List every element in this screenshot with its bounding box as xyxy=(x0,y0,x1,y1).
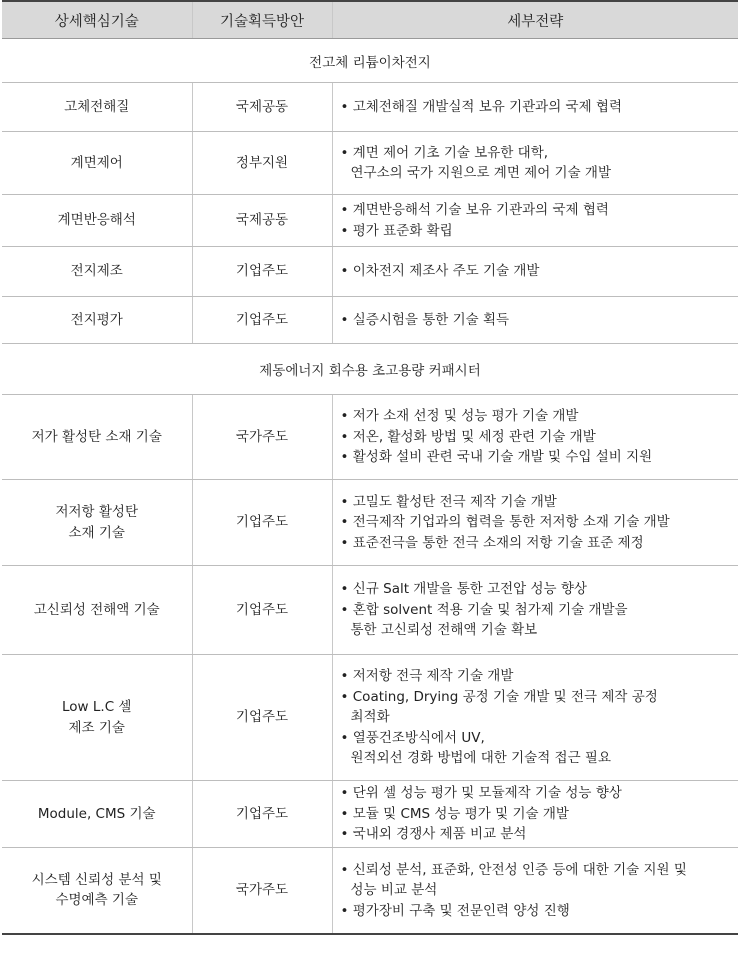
method-cell: 기업주도 xyxy=(192,566,332,655)
tech-line: 전지제조 xyxy=(70,263,123,280)
strategy-bullet: • 저온, 활성화 방법 및 세정 관련 기술 개발 xyxy=(340,428,596,445)
strategy-cell xyxy=(332,195,738,247)
table-row xyxy=(2,395,738,480)
method-cell: 국가주도 xyxy=(192,395,332,480)
table-row xyxy=(2,655,738,781)
table-row xyxy=(2,848,738,934)
tech-line: 계면반응해석 xyxy=(57,212,136,229)
section-row xyxy=(2,344,738,395)
header-row xyxy=(2,1,738,39)
strategy-bullet: • 표준전극을 통한 전극 소재의 저항 기술 표준 제정 xyxy=(340,534,644,551)
strategy-continuation: 최적화 xyxy=(350,709,390,726)
method-cell: 기업주도 xyxy=(192,247,332,297)
tech-cell xyxy=(2,195,192,247)
strategy-bullet: • 실증시험을 통한 기술 획득 xyxy=(340,311,510,328)
strategy-bullet: • 저가 소재 선정 및 성능 평가 기술 개발 xyxy=(340,408,579,425)
method-cell: 정부지원 xyxy=(192,132,332,195)
strategy-cell xyxy=(332,297,738,344)
table-row xyxy=(2,781,738,848)
tech-line: 계면제어 xyxy=(70,154,123,171)
strategy-bullet: • 계면 제어 기초 기술 보유한 대학, xyxy=(340,144,549,161)
tech-cell xyxy=(2,655,192,781)
strategy-continuation: 통한 고신뢰성 전해액 기술 확보 xyxy=(350,622,538,639)
tech-line: Low L.C 셀 xyxy=(62,699,132,716)
method-cell: 국제공동 xyxy=(192,83,332,132)
strategy-cell xyxy=(332,132,738,195)
tech-cell xyxy=(2,297,192,344)
method-cell: 기업주도 xyxy=(192,655,332,781)
tech-line: 저가 활성탄 소재 기술 xyxy=(31,428,162,445)
tech-line: 고신뢰성 전해액 기술 xyxy=(33,601,160,618)
table-row xyxy=(2,83,738,132)
table-row xyxy=(2,480,738,566)
section-row xyxy=(2,39,738,83)
strategy-bullet: • 전극제작 기업과의 협력을 통한 저저항 소재 기술 개발 xyxy=(340,514,670,531)
strategy-bullet: • 모듈 및 CMS 성능 평가 및 기술 개발 xyxy=(340,805,569,822)
section-title: 전고체 리튬이차전지 xyxy=(2,39,738,83)
table-row xyxy=(2,297,738,344)
method-cell: 국제공동 xyxy=(192,195,332,247)
strategy-bullet: • 고밀도 활성탄 전극 제작 기술 개발 xyxy=(340,493,557,510)
tech-line: 고체전해질 xyxy=(64,98,130,115)
method-cell: 기업주도 xyxy=(192,781,332,848)
method-cell: 기업주도 xyxy=(192,297,332,344)
strategy-cell xyxy=(332,848,738,934)
strategy-table xyxy=(2,0,738,935)
tech-line: 전지평가 xyxy=(70,311,123,328)
table-row xyxy=(2,247,738,297)
strategy-cell xyxy=(332,655,738,781)
tech-cell xyxy=(2,781,192,848)
strategy-cell xyxy=(332,781,738,848)
section-title: 제동에너지 회수용 초고용량 커패시터 xyxy=(2,344,738,395)
tech-cell xyxy=(2,395,192,480)
table-row xyxy=(2,132,738,195)
strategy-bullet: • 평가 표준화 확립 xyxy=(340,222,453,239)
strategy-bullet: • 이차전지 제조사 주도 기술 개발 xyxy=(340,263,540,280)
strategy-cell xyxy=(332,480,738,566)
tech-line: Module, CMS 기술 xyxy=(37,805,156,822)
header-strategy: 세부전략 xyxy=(332,1,738,39)
method-cell: 기업주도 xyxy=(192,480,332,566)
tech-line: 소재 기술 xyxy=(68,524,125,541)
tech-line: 수명예측 기술 xyxy=(55,892,139,909)
tech-cell xyxy=(2,83,192,132)
tech-cell xyxy=(2,566,192,655)
strategy-bullet: • 혼합 solvent 적용 기술 및 첨가제 기술 개발을 xyxy=(340,601,628,618)
strategy-bullet: • 계면반응해석 기술 보유 기관과의 국제 협력 xyxy=(340,202,609,218)
strategy-continuation: 연구소의 국가 지원으로 계면 제어 기술 개발 xyxy=(350,165,611,181)
tech-line: 시스템 신뢰성 분석 및 xyxy=(31,872,162,888)
strategy-cell xyxy=(332,247,738,297)
strategy-cell xyxy=(332,83,738,132)
tech-line: 제조 기술 xyxy=(68,719,125,736)
header-method: 기술획득방안 xyxy=(192,1,332,39)
strategy-bullet: • 신뢰성 분석, 표준화, 안전성 인증 등에 대한 기술 지원 및 xyxy=(340,861,687,878)
tech-cell xyxy=(2,247,192,297)
strategy-bullet: • 열풍건조방식에서 UV, xyxy=(340,729,485,746)
strategy-bullet: • 고체전해질 개발실적 보유 기관과의 국제 협력 xyxy=(340,98,622,115)
table-row xyxy=(2,195,738,247)
strategy-cell xyxy=(332,395,738,480)
tech-cell xyxy=(2,480,192,566)
strategy-bullet: • 활성화 설비 관련 국내 기술 개발 및 수입 설비 지원 xyxy=(340,449,653,466)
strategy-bullet: • 단위 셀 성능 평가 및 모듈제작 기술 성능 향상 xyxy=(340,785,622,802)
strategy-bullet: • 국내외 경쟁사 제품 비교 분석 xyxy=(340,826,527,843)
strategy-bullet: • 평가장비 구축 및 전문인력 양성 진행 xyxy=(340,902,570,919)
strategy-continuation: 성능 비교 분석 xyxy=(350,882,438,898)
strategy-bullet: • Coating, Drying 공정 기술 개발 및 전극 제작 공정 xyxy=(340,688,658,705)
strategy-bullet: • 저저항 전극 제작 기술 개발 xyxy=(340,668,514,685)
tech-line: 저저항 활성탄 xyxy=(55,504,139,521)
strategy-cell xyxy=(332,566,738,655)
strategy-continuation: 원적외선 경화 방법에 대한 기술적 접근 필요 xyxy=(350,750,611,767)
header-tech: 상세핵심기술 xyxy=(2,1,192,39)
tech-cell xyxy=(2,848,192,934)
strategy-bullet: • 신규 Salt 개발을 통한 고전압 성능 향상 xyxy=(340,581,587,598)
table-row xyxy=(2,566,738,655)
method-cell: 국가주도 xyxy=(192,848,332,934)
tech-cell xyxy=(2,132,192,195)
